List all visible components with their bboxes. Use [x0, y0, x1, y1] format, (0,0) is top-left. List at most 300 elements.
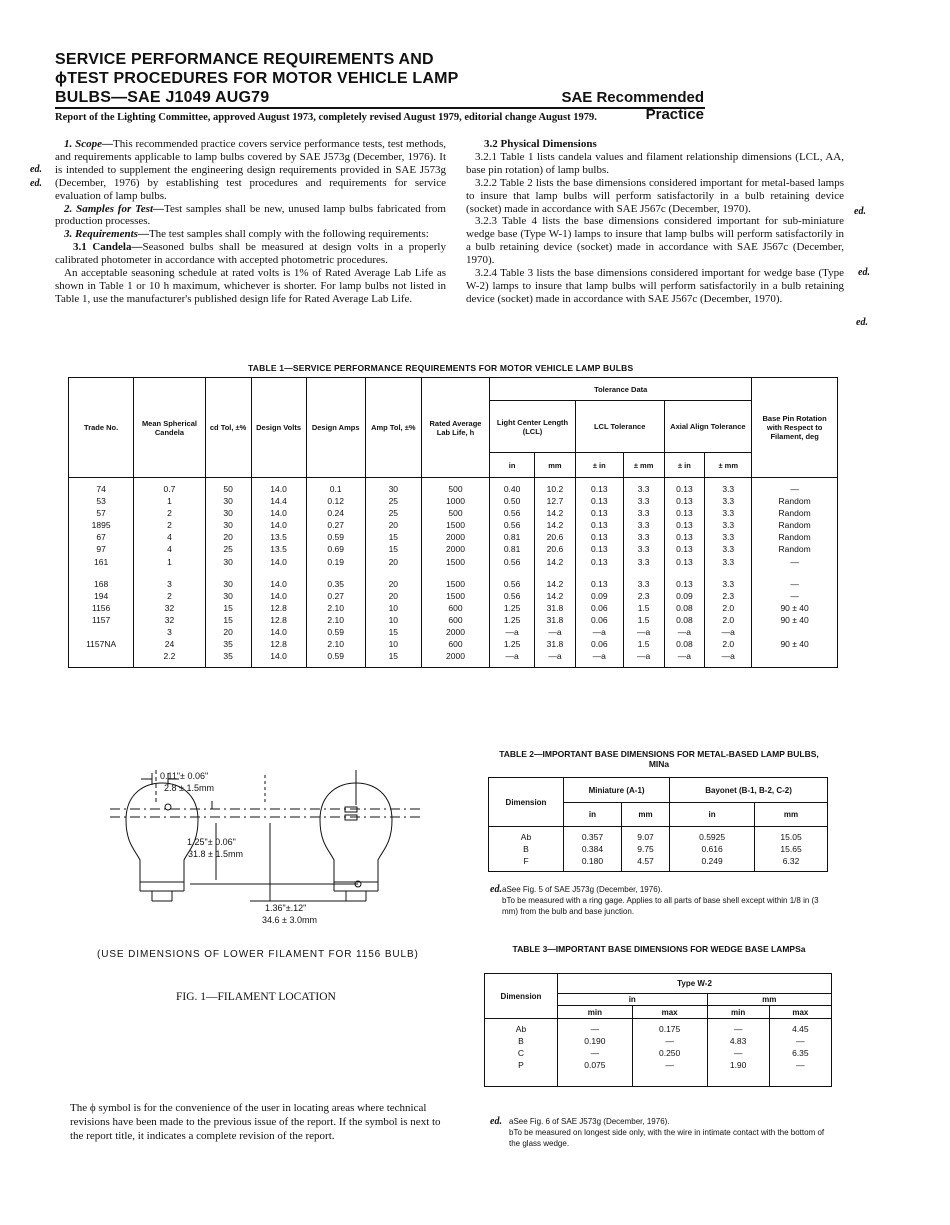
cell: 1.5 [637, 602, 650, 613]
cell: 1157NA [86, 639, 117, 650]
cell: —a [637, 651, 651, 662]
cell: 1000 [446, 496, 465, 507]
t3-th-dimension: Dimension [485, 974, 558, 1019]
cell: 1.25 [503, 602, 521, 613]
cell: C [517, 1048, 525, 1059]
t2-th-bayonet: Bayonet (B-1, B-2, C-2) [670, 778, 828, 803]
cell: 9.75 [637, 844, 654, 855]
cell: — [790, 556, 799, 567]
th-life: Rated Average Lab Life, h [421, 378, 489, 478]
ed-mark: ed. [854, 206, 866, 217]
cell: 2.0 [722, 639, 735, 650]
cell: —a [677, 627, 692, 638]
cell: 2000 [446, 532, 465, 543]
cell: — [590, 1024, 600, 1034]
col-tol-mm [623, 573, 664, 668]
cell: 20.6 [546, 532, 564, 543]
practice-label: SAE Recommended Practice [561, 89, 704, 123]
cell: 14.2 [546, 508, 564, 519]
cell: 10 [388, 614, 399, 625]
cell: 15 [388, 532, 399, 543]
th-unit: ± mm [705, 453, 752, 478]
cell: 9.07 [637, 832, 654, 842]
samples-paragraph: 2. Samples for Test—Test samples shall be new, unused lamp bulbs fabricated from production processes. [55, 202, 446, 228]
cell: 0.81 [503, 532, 521, 543]
col-dims [489, 827, 564, 872]
table2-title [488, 749, 830, 769]
cell: 0.13 [676, 532, 693, 543]
col-mm-max [769, 1019, 831, 1087]
col-bay-mm [755, 827, 828, 872]
cell: 3 [167, 627, 172, 638]
cell: — [790, 578, 799, 589]
cell: 1 [167, 496, 172, 507]
cell: 30 [223, 496, 233, 507]
col-tol-in [575, 478, 623, 573]
cell: 50 [223, 484, 233, 494]
cell: 0.13 [676, 508, 693, 519]
cell: 14.0 [270, 627, 287, 638]
col-lcl-in [490, 478, 535, 573]
cell: — [590, 1048, 600, 1059]
cell: 30 [223, 520, 233, 531]
cell: 0.50 [503, 496, 521, 507]
cell: 4.57 [637, 856, 654, 867]
cell: 20.6 [546, 544, 564, 555]
cell: 2.10 [327, 602, 344, 613]
dim-label-3b: 34.6 ± 3.0mm [262, 915, 317, 925]
cell: —a [505, 627, 519, 638]
cell: 25 [223, 544, 233, 555]
cell: —a [548, 627, 562, 638]
cell: 30 [223, 508, 233, 519]
th-rotation: Base Pin Rotation with Respect to Filament, deg [752, 378, 838, 478]
cell: 0.5925 [699, 832, 726, 842]
cell: F [523, 856, 529, 867]
col-lcl-mm [535, 478, 576, 573]
col-mm-min [707, 1019, 769, 1087]
col-ax-mm [705, 573, 752, 668]
table3 [484, 973, 832, 1087]
report-title: SERVICE PERFORMANCE REQUIREMENTS AND ϕTEST PROCEDURES FOR MOTOR VEHICLE LAMP BULBS—SAE J1049 AUG79 [55, 51, 459, 106]
cell: — [796, 1036, 805, 1047]
dim-label-2a: 1.25"± 0.06" [187, 837, 236, 847]
cell: 15 [388, 627, 399, 638]
cell: 0.7 [163, 484, 176, 494]
cell: 90 ± 40 [780, 602, 809, 613]
cell: 4.83 [729, 1036, 747, 1047]
cell: B [518, 1036, 524, 1047]
cell: 3.3 [722, 520, 735, 531]
cell: Random [778, 520, 811, 531]
cell: 0.13 [591, 508, 608, 519]
cell: 1500 [446, 578, 465, 589]
cell: 25 [388, 508, 399, 519]
cell: Random [778, 496, 811, 507]
cell: 0.249 [701, 856, 723, 867]
t2-th-dimension: Dimension [489, 778, 564, 827]
th-lcl-tolerance: LCL Tolerance [575, 401, 664, 453]
cell: 30 [223, 590, 233, 601]
cell: 2.3 [637, 590, 650, 601]
section-3-2-4: 3.2.4 Table 3 lists the base dimensions considered important for wedge base (Type W-2) lamps to insure that lamp bulbs will perform satisfactorily in a bulb retaining device (socket) made in accordance with SAE J567c (December, 1970). [466, 267, 844, 305]
cell: 0.384 [581, 844, 604, 855]
cell: 0.13 [591, 556, 608, 567]
cell: 0.56 [503, 590, 521, 601]
cell: 0.56 [503, 508, 521, 519]
t2-th-miniature: Miniature (A-1) [564, 778, 670, 803]
cell: 14.2 [546, 520, 564, 531]
t2-footnote-b: bTo be measured with a ring gage. Applies to all parts of base shell except within 1/8 in (3 mm) from the bulb and base junction. [502, 896, 819, 916]
cell: 0.09 [676, 590, 693, 601]
cell: 500 [448, 508, 463, 519]
cell: — [733, 1048, 743, 1059]
cell: 12.8 [270, 602, 287, 613]
th-lcl-length: Light Center Length (LCL) [490, 401, 576, 453]
cell: 53 [96, 496, 106, 507]
cell: 1500 [446, 590, 465, 601]
col-lcl-in [490, 573, 535, 668]
cell: 1 [167, 556, 172, 567]
col-ax-mm [705, 478, 752, 573]
cell: 4 [167, 532, 172, 543]
th-trade: Trade No. [69, 378, 134, 478]
cell: — [790, 590, 799, 601]
cell: 3.3 [637, 544, 650, 555]
cell: 35 [223, 639, 233, 650]
cell: 0.190 [584, 1036, 606, 1047]
requirements-paragraph: 3. Requirements—The test samples shall comply with the following requirements: [64, 228, 429, 241]
th-axial: Axial Align Tolerance [664, 401, 752, 453]
col-amp-tol [365, 478, 421, 573]
cell: 14.2 [546, 590, 564, 601]
col-life [421, 478, 489, 573]
cell: 2 [167, 520, 172, 531]
cell: 2.2 [163, 651, 176, 662]
t3-th-min: min [558, 1006, 633, 1019]
cell: —a [637, 627, 651, 638]
cell: 31.8 [546, 602, 564, 613]
cell: 57 [96, 508, 106, 519]
cell: 0.180 [581, 856, 604, 867]
t3-th-min: min [707, 1006, 769, 1019]
col-volts [251, 478, 306, 573]
t3-footnote-a: aSee Fig. 6 of SAE J573g (December, 1976). [509, 1117, 670, 1126]
dim-label-2b: 31.8 ± 1.5mm [188, 849, 243, 859]
cell: — [665, 1036, 674, 1047]
t3-th-unit: mm [707, 994, 832, 1006]
cell: 1.90 [729, 1060, 747, 1071]
cell: 600 [448, 602, 463, 613]
cell: 3.3 [637, 532, 650, 543]
cell: 0.56 [503, 556, 521, 567]
col-ax-in [664, 573, 705, 668]
section-3-2-2: 3.2.2 Table 2 lists the base dimensions considered important for metal-based lamps to insure that lamp bulbs will perform satisfactorily in a bulb retaining device (socket) made in accordance with SAE J567c (December, 1970). [466, 176, 844, 215]
table2-title-text: TABLE 2—IMPORTANT BASE DIMENSIONS FOR METAL-BASED LAMP BULBS, MINa [499, 749, 819, 769]
ed-mark: ed. [490, 1116, 502, 1127]
table3-title-text: TABLE 3—IMPORTANT BASE DIMENSIONS FOR WEDGE BASE LAMPSa [512, 944, 806, 954]
cell: 0.56 [503, 578, 521, 589]
col-rot [752, 478, 838, 573]
cell: 0.06 [591, 614, 608, 625]
t3-th-max: max [632, 1006, 707, 1019]
col-amps [306, 478, 365, 573]
cell: 6.32 [782, 856, 800, 867]
cell: 0.13 [591, 496, 608, 507]
cell: 15 [388, 544, 399, 555]
cell: 15 [223, 614, 233, 625]
col-in-min [558, 1019, 633, 1087]
cell: 14.2 [546, 578, 564, 589]
cell: — [665, 1060, 674, 1071]
th-amp-tol: Amp Tol, ±% [365, 378, 421, 478]
cell: 30 [223, 578, 233, 589]
cell: 2.10 [327, 614, 344, 625]
cell [71, 626, 131, 638]
th-unit: ± in [664, 453, 705, 478]
table1 [68, 377, 838, 668]
col-lcl-mm [535, 573, 576, 668]
table1-group-2 [69, 573, 838, 668]
cell: 14.0 [270, 556, 287, 567]
t3-th-unit: in [558, 994, 708, 1006]
cell: 20 [388, 520, 399, 531]
cell: 90 ± 40 [780, 639, 809, 650]
cell: 0.13 [676, 578, 693, 589]
cell: 2.0 [722, 602, 735, 613]
cell: 35 [223, 651, 233, 662]
cell: 3.3 [722, 484, 735, 494]
filament-figure [90, 765, 430, 925]
cell: 3.3 [637, 484, 650, 494]
cell: 3.3 [722, 508, 735, 519]
seasoning-paragraph: An acceptable seasoning schedule at rated volts is 1% of Rated Average Lab Life as shown in Table 1 or 10 h maximum, whichever is shorter. For lamp bulbs not listed in Table 1, use the manufacturer's published design life for Rated Average Lab Life. [55, 267, 446, 305]
cell: —a [677, 651, 692, 662]
cell: 0.24 [327, 508, 344, 519]
th-volts: Design Volts [251, 378, 306, 478]
cell: 10 [388, 639, 399, 650]
cell: 0.59 [327, 627, 344, 638]
ed-mark: ed. [30, 164, 42, 175]
cell: 15 [388, 651, 399, 662]
cell: 0.13 [676, 544, 693, 555]
t2-th-unit: mm [621, 803, 669, 827]
cell: 24 [164, 639, 175, 650]
th-mean: Mean Spherical Candela [134, 378, 205, 478]
cell: 67 [96, 532, 106, 543]
col-mini-in [564, 827, 622, 872]
cell: 32 [164, 614, 175, 625]
cell: 14.2 [546, 556, 564, 567]
table1-title: TABLE 1—SERVICE PERFORMANCE REQUIREMENTS FOR MOTOR VEHICLE LAMP BULBS [248, 363, 634, 373]
cell: 0.357 [581, 832, 604, 842]
cell: 0.13 [676, 496, 693, 507]
cell: 0.13 [591, 578, 608, 589]
col-cd-tol [205, 573, 251, 668]
t2-th-unit: in [564, 803, 622, 827]
cell: 1157 [91, 614, 111, 625]
ed-mark: ed. [856, 317, 868, 328]
cell: 3.3 [637, 520, 650, 531]
cell: 1156 [91, 602, 111, 613]
cell: —a [505, 651, 519, 662]
th-unit: ± mm [623, 453, 664, 478]
cell: 0.08 [676, 639, 693, 650]
cell: 500 [448, 484, 463, 494]
cell: 0.12 [327, 496, 344, 507]
cell: 2.3 [722, 590, 735, 601]
cell: —a [592, 627, 606, 638]
cell: Ab [520, 832, 532, 842]
ed-mark: ed. [30, 178, 42, 189]
cell: 2 [167, 508, 172, 519]
cell: — [733, 1024, 743, 1034]
cell: 3.3 [722, 556, 735, 567]
cell: 15.65 [780, 844, 802, 855]
t2-footnote-a: aSee Fig. 5 of SAE J573g (December, 1976). [502, 885, 663, 894]
cell: 3.3 [722, 578, 735, 589]
cell: 4 [167, 544, 172, 555]
cell: 0.075 [584, 1060, 606, 1071]
cell: 1.5 [637, 639, 650, 650]
cell: 3.3 [637, 578, 650, 589]
cell: Random [778, 544, 811, 555]
cell: 14.0 [270, 508, 287, 519]
cell: 12.7 [546, 496, 564, 507]
cell: 0.250 [658, 1048, 681, 1059]
table3-values [485, 1019, 832, 1087]
t3-footnote-b: bTo be measured on longest side only, with the wire in intimate contact with the bottom of the glass wedge. [509, 1128, 825, 1148]
cell: 1500 [446, 520, 465, 531]
th-amps: Design Amps [306, 378, 365, 478]
cell: 1895 [91, 520, 111, 531]
cell: 0.69 [327, 544, 344, 555]
cell: 2000 [446, 627, 465, 638]
ed-mark: ed. [858, 267, 870, 278]
cell: 3.3 [722, 532, 735, 543]
cell: 31.8 [546, 639, 564, 650]
table2 [488, 777, 828, 872]
cell: 15.05 [780, 832, 802, 842]
dim-label-1a: 0.11"± 0.06" [160, 771, 209, 781]
cell: 3.3 [722, 544, 735, 555]
cell: 168 [94, 578, 109, 589]
t2-th-unit: mm [755, 803, 828, 827]
cell: 0.08 [676, 614, 693, 625]
cell: 0.09 [591, 590, 608, 601]
cell: 0.13 [591, 484, 608, 494]
cell: 32 [164, 602, 175, 613]
cell: 1.25 [503, 639, 521, 650]
cell: 2 [167, 590, 172, 601]
section-3-2-3: 3.2.3 Table 4 lists the base dimensions considered important for sub-miniature wedge base (Type W-1) lamps to insure that lamp bulbs will perform satisfactorily in a bulb retaining device (socket) made in accordance with SAE J567c (December, 1970). [466, 215, 844, 267]
cell: — [790, 484, 799, 494]
phi-note: The ϕ symbol is for the convenience of the user in locating areas where technical revisions have been made to the previous issue of the report. If the symbol is next to the report title, it indicates a complete revision of the report. [70, 1102, 441, 1142]
dim-label-3a: 1.36"±.12" [265, 903, 307, 913]
cell: —a [721, 651, 735, 662]
cell: 2000 [446, 651, 465, 662]
col-mini-mm [621, 827, 669, 872]
dim-label-1b: 2.8 ± 1.5mm [164, 783, 214, 793]
col-tol-mm [623, 478, 664, 573]
table1-group-1 [69, 478, 838, 573]
cell: 13.5 [270, 532, 287, 543]
cell: 30 [388, 484, 399, 494]
cell [754, 626, 835, 638]
cell: 20 [388, 578, 399, 589]
cell: 20 [388, 590, 399, 601]
cell: 1.25 [503, 614, 521, 625]
cell: 0.59 [327, 651, 344, 662]
cell: 194 [94, 590, 109, 601]
table2-footnotes [490, 884, 830, 917]
cell: 0.08 [676, 602, 693, 613]
cell: Random [778, 532, 811, 543]
cell: 0.13 [676, 520, 693, 531]
t3-th-type: Type W-2 [558, 974, 832, 994]
cell: 0.81 [503, 544, 521, 555]
th-unit: in [490, 453, 535, 478]
cell: 15 [223, 602, 233, 613]
col-in-max [632, 1019, 707, 1087]
col-amps [306, 573, 365, 668]
cell: 0.1 [329, 484, 342, 494]
cell: 14.0 [270, 578, 287, 589]
cell: 0.13 [676, 484, 693, 494]
cell: 0.06 [591, 602, 608, 613]
cell: B [523, 844, 529, 855]
cell: 97 [96, 544, 106, 555]
cell: 14.0 [270, 520, 287, 531]
cell: 1500 [446, 556, 465, 567]
title-rule [55, 107, 705, 109]
cell: 20 [223, 532, 233, 543]
cell: 14.0 [270, 590, 287, 601]
cell: P [518, 1060, 524, 1071]
cell: 10.2 [546, 484, 564, 494]
cell: 0.27 [327, 520, 344, 531]
cell: 3 [167, 578, 172, 589]
cell: 3.3 [637, 496, 650, 507]
t3-th-max: max [769, 1006, 831, 1019]
cell: 0.175 [658, 1024, 681, 1034]
cell: —a [592, 651, 606, 662]
cell: 0.13 [591, 532, 608, 543]
col-mean [134, 478, 205, 573]
bulb-left-outline [126, 783, 198, 882]
section-3-2: 3.2 Physical Dimensions [484, 138, 597, 150]
cell: 20 [223, 627, 233, 638]
right-column [466, 138, 844, 306]
cell [71, 650, 131, 662]
cell: 4.45 [792, 1024, 809, 1034]
col-life [421, 573, 489, 668]
cell [754, 650, 835, 662]
cell: 3.3 [637, 556, 650, 567]
col-volts [251, 573, 306, 668]
table2-values [489, 827, 828, 872]
col-bay-in [670, 827, 755, 872]
cell: 13.5 [270, 544, 287, 555]
cell: 0.616 [701, 844, 723, 855]
cell: 0.19 [327, 556, 344, 567]
cell: 0.06 [591, 639, 608, 650]
cell: 1.5 [637, 614, 650, 625]
th-cd-tol: cd Tol, ±% [205, 378, 251, 478]
cell: 3.3 [722, 496, 735, 507]
cell: 0.13 [676, 556, 693, 567]
col-ax-in [664, 478, 705, 573]
